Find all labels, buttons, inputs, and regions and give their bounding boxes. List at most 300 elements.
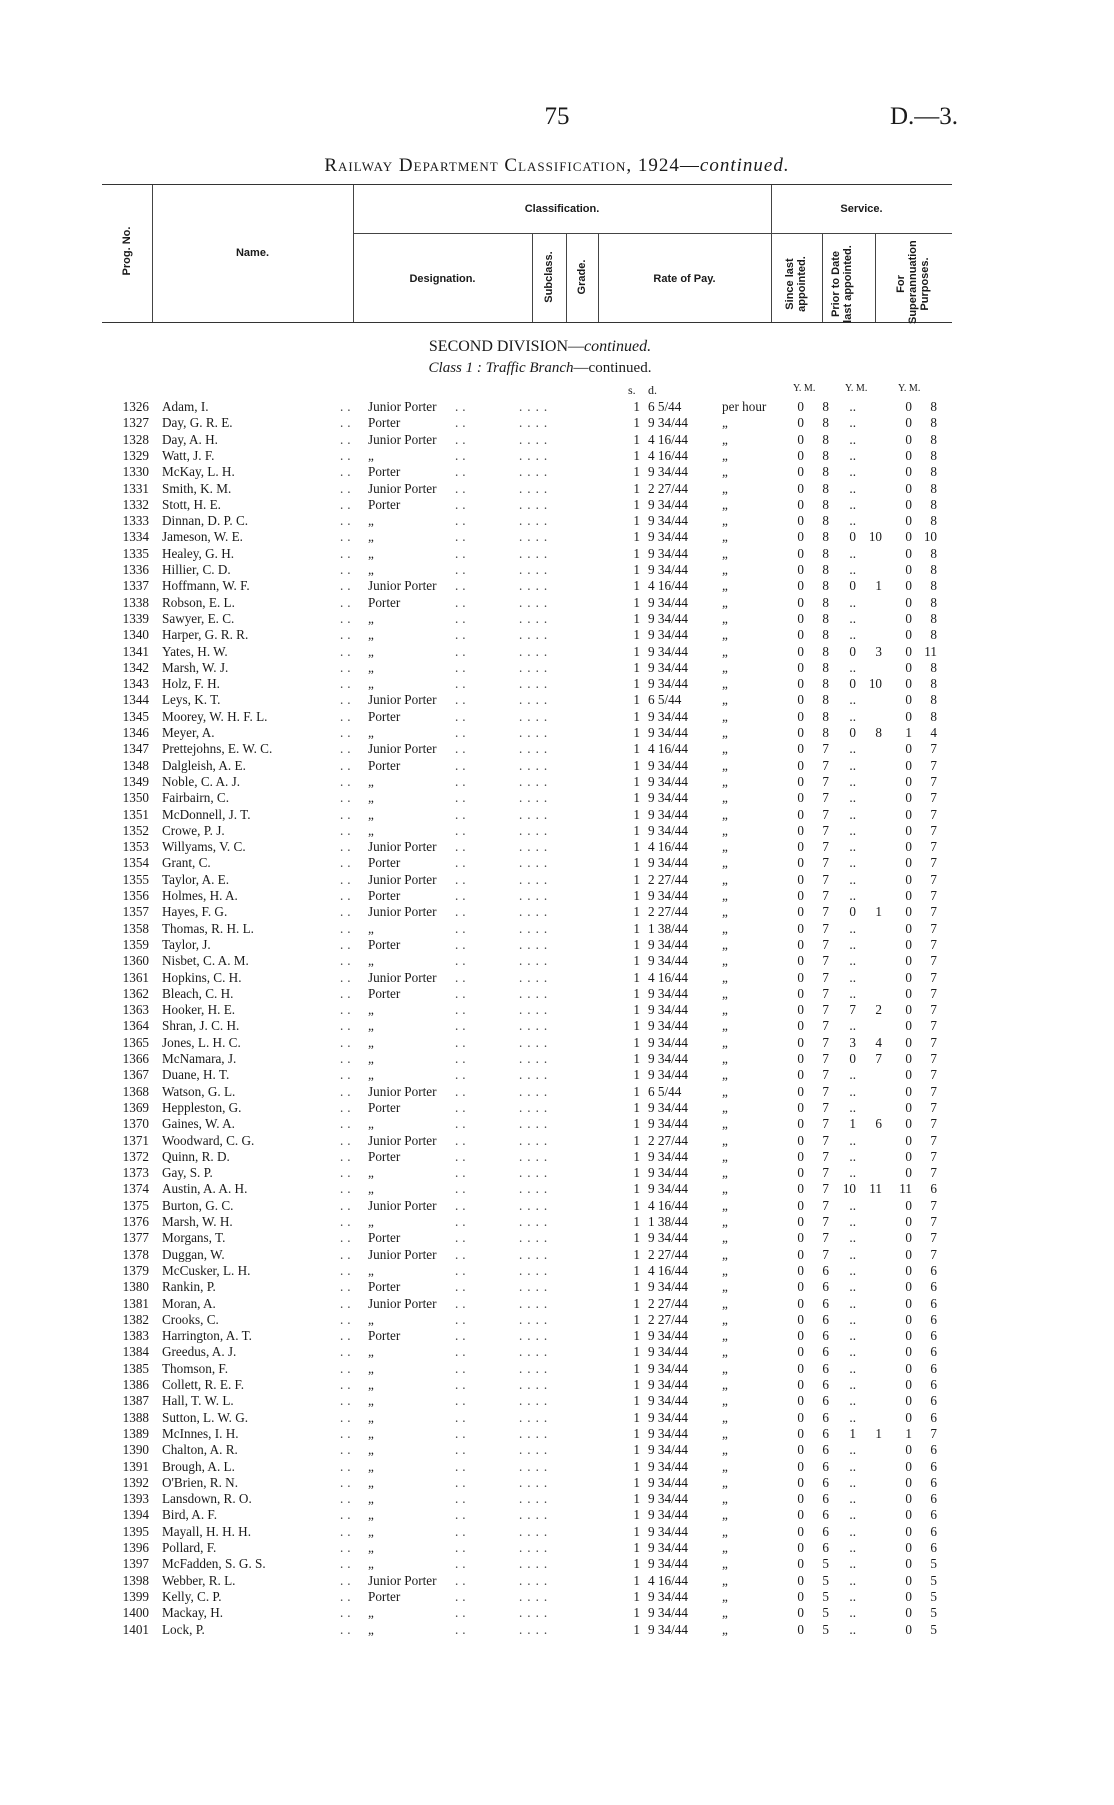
leader-dots: ..: [340, 415, 355, 431]
since-years: 0: [797, 741, 804, 757]
prog-no: 1330: [122, 464, 149, 480]
leader-dots: ....: [519, 1067, 553, 1083]
rate-unit: „: [722, 1018, 728, 1034]
rate-pence: 9 34/44: [648, 545, 688, 561]
rate-pence: 9 34/44: [648, 806, 688, 822]
rate-pence: 9 34/44: [648, 1458, 688, 1474]
since-months: 6: [822, 1425, 829, 1441]
super-months: 7: [930, 1132, 937, 1148]
rate-pence: 9 34/44: [648, 725, 688, 740]
prior-months: 1: [875, 578, 882, 594]
super-years: 0: [905, 839, 912, 855]
super-years: 0: [905, 936, 912, 952]
since-years: 0: [797, 1067, 804, 1083]
leader-dots: ....: [519, 1458, 553, 1474]
super-years: 0: [905, 1605, 912, 1621]
super-months: 7: [930, 806, 937, 822]
prog-no: 1359: [122, 936, 149, 952]
designation: „: [368, 1377, 374, 1392]
super-years: 0: [905, 1409, 912, 1425]
leader-dots: ..: [455, 415, 470, 431]
leader-dots: ..: [455, 839, 470, 855]
since-months: 5: [822, 1588, 829, 1604]
rate-pence: 9 34/44: [648, 1344, 688, 1360]
prior-years: ..: [849, 1588, 856, 1604]
prior-years: ..: [849, 1523, 856, 1539]
leader-dots: ..: [455, 1279, 470, 1295]
staff-name: Rankin, P.: [162, 1279, 216, 1295]
leader-dots: ....: [519, 676, 553, 692]
super-months: 7: [930, 757, 937, 773]
designation: Porter: [368, 496, 401, 512]
since-years: 0: [797, 562, 804, 577]
rate-pence: 9 34/44: [648, 415, 688, 431]
staff-name: Crooks, C.: [162, 1311, 219, 1327]
staff-name: Dinnan, D. P. C.: [162, 513, 249, 529]
prior-years: ..: [849, 790, 856, 806]
leader-dots: ....: [519, 594, 553, 610]
prior-months: 10: [868, 676, 882, 692]
since-months: 7: [822, 757, 829, 773]
since-months: 8: [822, 676, 829, 692]
leader-dots: ..: [455, 1132, 470, 1148]
prior-years: ..: [849, 855, 856, 871]
leader-dots: ....: [519, 1360, 553, 1376]
leader-dots: ....: [519, 1246, 553, 1262]
leader-dots: ....: [519, 610, 553, 626]
prog-no: 1384: [122, 1344, 149, 1360]
rate-shillings: 1: [633, 1523, 640, 1539]
prog-no: 1381: [122, 1295, 149, 1311]
super-months: 8: [930, 464, 937, 480]
super-years: 0: [905, 904, 912, 920]
rate-shillings: 1: [633, 953, 640, 969]
prior-years: ..: [849, 1279, 856, 1295]
leader-dots: ..: [455, 578, 470, 594]
table-row: [0, 1556, 1114, 1572]
rate-unit: „: [722, 725, 728, 740]
super-months: 6: [930, 1295, 937, 1311]
leader-dots: ....: [519, 415, 553, 431]
table-row: [0, 464, 1114, 480]
super-years: 0: [905, 1034, 912, 1050]
leader-dots: ....: [519, 1132, 553, 1148]
staff-name: Moran, A.: [162, 1295, 216, 1311]
prior-years: ..: [849, 1442, 856, 1458]
rate-pence: 9 34/44: [648, 1002, 688, 1018]
table-row: [0, 1247, 1114, 1263]
staff-name: Austin, A. A. H.: [162, 1181, 248, 1197]
designation: „: [368, 1393, 374, 1409]
since-months: 8: [822, 464, 829, 480]
since-months: 7: [822, 953, 829, 969]
rate-pence: 9 34/44: [648, 1165, 688, 1181]
designation: Porter: [368, 415, 401, 431]
prior-years: ..: [849, 1067, 856, 1083]
rate-shillings: 1: [633, 1295, 640, 1311]
leader-dots: ....: [519, 431, 553, 447]
table-row: [0, 937, 1114, 953]
leader-dots: ..: [455, 790, 470, 806]
rate-unit: „: [722, 692, 728, 708]
super-months: 8: [930, 610, 937, 626]
leader-dots: ....: [519, 888, 553, 903]
table-row: [0, 774, 1114, 790]
since-years: 0: [797, 594, 804, 610]
since-years: 0: [797, 643, 804, 659]
rate-shillings: 1: [633, 545, 640, 561]
rate-shillings: 1: [633, 1540, 640, 1555]
super-months: 7: [930, 936, 937, 952]
since-months: 8: [822, 545, 829, 561]
table-row: [0, 611, 1114, 627]
super-years: 0: [905, 1002, 912, 1018]
rate-unit: „: [722, 936, 728, 952]
rate-pence: 4 16/44: [648, 447, 688, 463]
rate-shillings: 1: [633, 480, 640, 496]
designation: „: [368, 1523, 374, 1539]
designation: Porter: [368, 855, 401, 871]
super-years: 0: [905, 692, 912, 708]
staff-name: Moorey, W. H. F. L.: [162, 708, 268, 724]
since-years: 0: [797, 1165, 804, 1181]
since-months: 8: [822, 725, 829, 740]
leader-dots: ..: [455, 1507, 470, 1523]
leader-dots: ..: [340, 1409, 355, 1425]
since-months: 7: [822, 1116, 829, 1132]
rate-shillings: 1: [633, 757, 640, 773]
staff-name: Greedus, A. J.: [162, 1344, 237, 1360]
super-years: 0: [905, 1507, 912, 1523]
leader-dots: ..: [455, 1197, 470, 1213]
leader-dots: ....: [519, 1099, 553, 1115]
leader-dots: ....: [519, 1588, 553, 1604]
leader-dots: ..: [455, 708, 470, 724]
prog-no: 1352: [122, 822, 149, 838]
leader-dots: ..: [455, 1605, 470, 1621]
since-years: 0: [797, 1279, 804, 1295]
rate-shillings: 1: [633, 1507, 640, 1523]
leader-dots: ..: [340, 953, 355, 969]
leader-dots: ....: [519, 806, 553, 822]
leader-dots: ..: [340, 1230, 355, 1246]
rate-unit: „: [722, 806, 728, 822]
since-years: 0: [797, 529, 804, 545]
rate-shillings: 1: [633, 1197, 640, 1213]
leader-dots: ....: [519, 741, 553, 757]
super-years: 0: [905, 496, 912, 512]
prior-years: ..: [849, 431, 856, 447]
since-months: 6: [822, 1344, 829, 1360]
leader-dots: ..: [340, 399, 355, 414]
designation: „: [368, 1360, 374, 1376]
leader-dots: ..: [455, 985, 470, 1001]
since-years: 0: [797, 1116, 804, 1132]
prog-no: 1392: [122, 1474, 149, 1490]
rate-unit: „: [722, 1328, 728, 1344]
since-years: 0: [797, 839, 804, 855]
leader-dots: ..: [340, 1018, 355, 1034]
prior-years: ..: [849, 953, 856, 969]
leader-dots: ..: [340, 1344, 355, 1360]
staff-name: Lansdown, R. O.: [162, 1491, 252, 1507]
prog-no: 1365: [122, 1034, 149, 1050]
table-row: [0, 1442, 1114, 1458]
rate-pence: 9 34/44: [648, 1148, 688, 1164]
since-months: 5: [822, 1605, 829, 1621]
prior-years: ..: [849, 1311, 856, 1327]
super-months: 7: [930, 871, 937, 887]
super-months: 5: [930, 1605, 937, 1621]
rate-pence: 9 34/44: [648, 1474, 688, 1490]
leader-dots: ..: [340, 1621, 355, 1637]
leader-dots: ....: [519, 985, 553, 1001]
rate-unit: „: [722, 1116, 728, 1132]
designation: „: [368, 1621, 374, 1637]
super-months: 8: [930, 627, 937, 643]
staff-name: Smith, K. M.: [162, 480, 232, 496]
leader-dots: ..: [455, 1425, 470, 1441]
rate-pence: 9 34/44: [648, 513, 688, 529]
rate-of-pay-header: Rate of Pay.: [653, 273, 716, 285]
prior-years: ..: [849, 985, 856, 1001]
prog-no: 1328: [122, 431, 149, 447]
table-row: [0, 497, 1114, 513]
staff-name: Collett, R. E. F.: [162, 1377, 245, 1392]
leader-dots: ..: [455, 888, 470, 903]
since-months: 7: [822, 1165, 829, 1181]
rate-unit: „: [722, 447, 728, 463]
leader-dots: ..: [340, 1051, 355, 1066]
super-months: 4: [930, 725, 937, 740]
leader-dots: ..: [340, 855, 355, 871]
table-row: [0, 1540, 1114, 1556]
prog-no: 1335: [122, 545, 149, 561]
since-months: 7: [822, 904, 829, 920]
leader-dots: ..: [455, 562, 470, 577]
designation: Junior Porter: [368, 1132, 437, 1148]
rate-shillings: 1: [633, 1083, 640, 1099]
staff-name: Fairbairn, C.: [162, 790, 230, 806]
leader-dots: ..: [455, 545, 470, 561]
prior-years: ..: [849, 1262, 856, 1278]
prog-no: 1332: [122, 496, 149, 512]
classification-header: Classification.: [524, 203, 600, 215]
leader-dots: ..: [340, 627, 355, 643]
prior-months: 6: [875, 1116, 882, 1132]
super-months: 6: [930, 1409, 937, 1425]
rate-unit: „: [722, 985, 728, 1001]
leader-dots: ..: [455, 757, 470, 773]
staff-name: Meyer, A.: [162, 725, 215, 740]
leader-dots: ....: [519, 1116, 553, 1132]
since-months: 8: [822, 513, 829, 529]
leader-dots: ....: [519, 871, 553, 887]
table-row: [0, 1018, 1114, 1034]
rate-shillings: 1: [633, 1605, 640, 1621]
table-row: [0, 1507, 1114, 1523]
super-months: 7: [930, 1002, 937, 1018]
table-row: [0, 1361, 1114, 1377]
leader-dots: ..: [455, 1148, 470, 1164]
table-row: [0, 1328, 1114, 1344]
leader-dots: ..: [340, 1148, 355, 1164]
super-months: 5: [930, 1556, 937, 1572]
rate-shillings: 1: [633, 888, 640, 903]
page-title: [0, 155, 1114, 177]
prog-no: 1345: [122, 708, 149, 724]
designation: „: [368, 953, 374, 969]
leader-dots: ..: [455, 1067, 470, 1083]
designation: „: [368, 659, 374, 675]
rate-unit: „: [722, 888, 728, 903]
rate-unit: „: [722, 659, 728, 675]
super-months: 7: [930, 1034, 937, 1050]
super-months: 6: [930, 1507, 937, 1523]
table-row: [0, 399, 1114, 415]
rate-pence: 9 34/44: [648, 1588, 688, 1604]
prog-no: 1334: [122, 529, 149, 545]
rate-shillings: 1: [633, 1132, 640, 1148]
table-row: [0, 513, 1114, 529]
prior-years: ..: [849, 1507, 856, 1523]
super-years: 0: [905, 1067, 912, 1083]
leader-dots: ..: [455, 1246, 470, 1262]
since-months: 7: [822, 1230, 829, 1246]
staff-name: Woodward, C. G.: [162, 1132, 255, 1148]
leader-dots: ....: [519, 1523, 553, 1539]
prog-no: 1401: [122, 1621, 149, 1637]
leader-dots: ..: [455, 464, 470, 480]
since-months: 7: [822, 773, 829, 789]
rate-pence: 9 34/44: [648, 1425, 688, 1441]
leader-dots: ....: [519, 1295, 553, 1311]
rate-unit: „: [722, 1083, 728, 1099]
leader-dots: ....: [519, 529, 553, 545]
prior-years: ..: [849, 1132, 856, 1148]
designation: Porter: [368, 1588, 401, 1604]
prior-months: 10: [868, 529, 882, 545]
rate-unit: „: [722, 578, 728, 594]
page-reference: D.—3.: [890, 103, 959, 130]
rate-pence: 9 34/44: [648, 529, 688, 545]
super-years: 0: [905, 822, 912, 838]
rate-pence: 1 38/44: [648, 920, 688, 936]
super-years: 0: [905, 1214, 912, 1229]
since-months: 6: [822, 1295, 829, 1311]
since-months: 7: [822, 871, 829, 887]
leader-dots: ....: [519, 822, 553, 838]
super-years: 0: [905, 1099, 912, 1115]
rate-shillings: 1: [633, 1572, 640, 1588]
rate-unit: „: [722, 513, 728, 529]
prior-months: 8: [875, 725, 882, 740]
since-months: 6: [822, 1409, 829, 1425]
designation: „: [368, 1425, 374, 1441]
rate-pence: 9 34/44: [648, 1621, 688, 1637]
rate-shillings: 1: [633, 659, 640, 675]
prior-years: ..: [849, 594, 856, 610]
staff-name: Heppleston, G.: [162, 1099, 242, 1115]
rate-shillings: 1: [633, 741, 640, 757]
leader-dots: ..: [455, 1002, 470, 1018]
table-row: [0, 644, 1114, 660]
table-row: [0, 578, 1114, 594]
since-months: 8: [822, 496, 829, 512]
prior-years: ..: [849, 1214, 856, 1229]
rate-unit: „: [722, 1230, 728, 1246]
super-years: 0: [905, 920, 912, 936]
rate-pence: 4 16/44: [648, 1262, 688, 1278]
table-row: [0, 1133, 1114, 1149]
leader-dots: ..: [340, 529, 355, 545]
table-row: [0, 758, 1114, 774]
leader-dots: ..: [455, 1018, 470, 1034]
since-years: 0: [797, 1132, 804, 1148]
prog-no: 1367: [122, 1067, 149, 1083]
super-years: 0: [905, 708, 912, 724]
superannuation-header: For Superannuation Purposes.: [895, 240, 931, 324]
staff-name: Hopkins, C. H.: [162, 969, 242, 985]
staff-name: Gay, S. P.: [162, 1165, 213, 1181]
prog-no: 1387: [122, 1393, 149, 1409]
super-years: 0: [905, 676, 912, 692]
prior-years: ..: [849, 1409, 856, 1425]
rate-unit: „: [722, 790, 728, 806]
prior-years: ..: [849, 1540, 856, 1555]
rate-unit: „: [722, 1197, 728, 1213]
since-years: 0: [797, 1507, 804, 1523]
super-years: 0: [905, 1377, 912, 1392]
rate-pence: 6 5/44: [648, 692, 682, 708]
leader-dots: ..: [455, 496, 470, 512]
page-number: 75: [544, 103, 570, 130]
since-months: 8: [822, 562, 829, 577]
designation: „: [368, 822, 374, 838]
rate-pence: 9 34/44: [648, 1605, 688, 1621]
staff-name: Morgans, T.: [162, 1230, 226, 1246]
staff-name: Willyams, V. C.: [162, 839, 246, 855]
rate-shillings: 1: [633, 1018, 640, 1034]
prior-years: ..: [849, 1018, 856, 1034]
designation: „: [368, 513, 374, 529]
super-years: 0: [905, 1148, 912, 1164]
rate-shillings: 1: [633, 871, 640, 887]
staff-name: Robson, E. L.: [162, 594, 235, 610]
rate-unit: „: [722, 496, 728, 512]
super-months: 6: [930, 1328, 937, 1344]
leader-dots: ..: [340, 1099, 355, 1115]
super-months: 8: [930, 692, 937, 708]
rate-unit: „: [722, 1442, 728, 1458]
since-months: 7: [822, 920, 829, 936]
leader-dots: ..: [340, 1197, 355, 1213]
rate-shillings: 1: [633, 1344, 640, 1360]
super-months: 6: [930, 1491, 937, 1507]
rate-pence: 9 34/44: [648, 1230, 688, 1246]
leader-dots: ..: [340, 871, 355, 887]
rate-shillings: 1: [633, 1442, 640, 1458]
leader-dots: ....: [519, 839, 553, 855]
rate-shillings: 1: [633, 1067, 640, 1083]
leader-dots: ....: [519, 1572, 553, 1588]
leader-dots: ....: [519, 920, 553, 936]
staff-name: Day, G. R. E.: [162, 415, 233, 431]
designation: Porter: [368, 1099, 401, 1115]
leader-dots: ....: [519, 1491, 553, 1507]
prog-no: 1390: [122, 1442, 149, 1458]
rate-unit: „: [722, 643, 728, 659]
